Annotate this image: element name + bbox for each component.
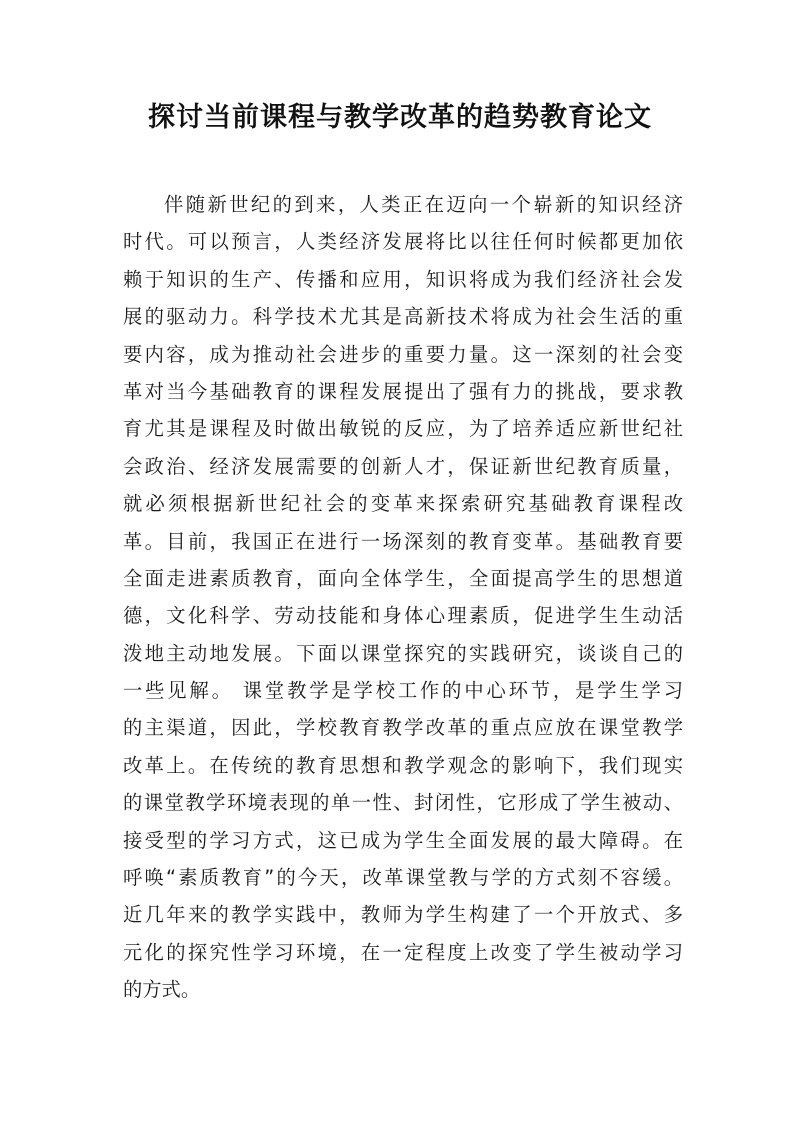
body-line: 改革上。在传统的教育思想和教学观念的影响下，我们现实 [123, 753, 683, 777]
body-line: 会政治、经济发展需要的创新人才，保证新世纪教育质量， [123, 454, 683, 478]
body-line: 呼唤“素质教育”的今天，改革课堂教与学的方式刻不容缓。 [123, 866, 683, 890]
body-line: 的方式。 [123, 978, 201, 1002]
body-line: 展的驱动力。科学技术尤其是高新技术将成为社会生活的重 [123, 305, 683, 329]
body-line: 泼地主动地发展。下面以课堂探究的实践研究，谈谈自己的 [123, 641, 683, 665]
body-line: 全面走进素质教育，面向全体学生，全面提高学生的思想道 [123, 566, 683, 590]
body-line: 元化的探究性学习环境，在一定程度上改变了学生被动学习 [123, 940, 683, 964]
body-line: 的课堂教学环境表现的单一性、封闭性，它形成了学生被动、 [123, 791, 683, 815]
body-line: 要内容，成为推动社会进步的重要力量。这一深刻的社会变 [123, 342, 683, 366]
body-line: 一些见解。 课堂教学是学校工作的中心环节，是学生学习 [123, 679, 683, 703]
body-line: 伴随新世纪的到来，人类正在迈向一个崭新的知识经济 [164, 193, 683, 216]
body-line: 接受型的学习方式，这已成为学生全面发展的最大障碍。在 [123, 828, 683, 852]
body-line: 近几年来的教学实践中，教师为学生构建了一个开放式、多 [123, 903, 683, 927]
body-line: 的主渠道，因此，学校教育教学改革的重点应放在课堂教学 [123, 716, 683, 740]
body-line: 革对当今基础教育的课程发展提出了强有力的挑战，要求教 [123, 379, 683, 403]
body-line: 育尤其是课程及时做出敏锐的反应，为了培养适应新世纪社 [123, 417, 683, 441]
body-line: 革。目前，我国正在进行一场深刻的教育变革。基础教育要 [123, 529, 683, 553]
body-line: 赖于知识的生产、传播和应用，知识将成为我们经济社会发 [123, 267, 683, 291]
body-line: 就必须根据新世纪社会的变革来探索研究基础教育课程改 [123, 492, 683, 516]
body-line: 德，文化科学、劳动技能和身体心理素质，促进学生生动活 [123, 604, 683, 628]
document-body [123, 186, 683, 1009]
document-title: 探讨当前课程与教学改革的趋势教育论文 [148, 102, 652, 133]
body-line: 时代。可以预言，人类经济发展将比以往任何时候都更加依 [123, 230, 683, 254]
